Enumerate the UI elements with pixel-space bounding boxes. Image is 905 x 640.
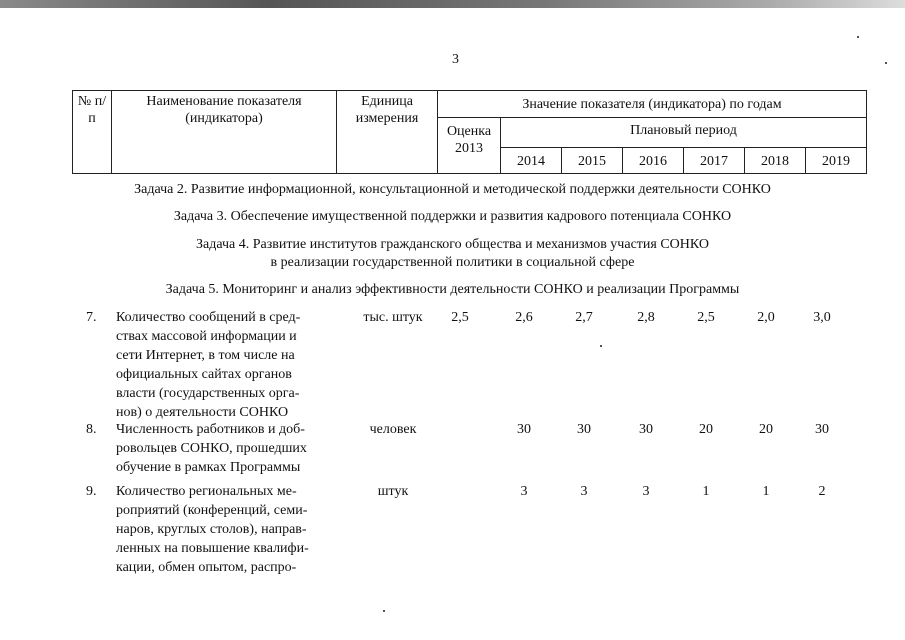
unit-of-measure: тыс. штук bbox=[363, 310, 423, 325]
indicator-name-line: роприятий (конференций, семи- bbox=[116, 503, 308, 518]
value-year: 1 bbox=[702, 484, 710, 499]
indicator-name-line: Количество сообщений в сред- bbox=[116, 310, 301, 325]
indicator-name-line: ствах массовой информации и bbox=[116, 329, 297, 344]
value-year: 2,0 bbox=[757, 310, 775, 325]
col-planned-header: Плановый период bbox=[501, 118, 867, 148]
indicator-name-line: наров, круглых столов), направ- bbox=[116, 522, 307, 537]
col-unit-header: Единица измерения bbox=[337, 91, 438, 174]
year-header: 2015 bbox=[562, 148, 623, 174]
task-heading: Задача 5. Мониторинг и анализ эффективности деятельности СОНКО и реализации Программы bbox=[165, 282, 740, 297]
value-year: 30 bbox=[815, 422, 829, 437]
indicator-name-line: власти (государственных орга- bbox=[116, 386, 300, 401]
task-heading: Задача 3. Обеспечение имущественной поддержки и развития кадрового потенциала СОНКО bbox=[173, 209, 732, 224]
value-year: 20 bbox=[759, 422, 773, 437]
indicator-name-line: кации, обмен опытом, распро- bbox=[116, 560, 297, 575]
task-heading: Задача 2. Развитие информационной, консультационной и методической поддержки деятельности СОНКО bbox=[134, 182, 771, 197]
indicator-name-line: ровольцев СОНКО, прошедших bbox=[116, 441, 307, 456]
table-row bbox=[0, 482, 905, 582]
value-year: 2 bbox=[818, 484, 826, 499]
table-row bbox=[0, 308, 905, 428]
row-number: 7. bbox=[86, 310, 97, 325]
col-values-header: Значение показателя (индикатора) по годам bbox=[438, 91, 867, 118]
value-year: 20 bbox=[699, 422, 713, 437]
indicator-name-line: Численность работников и доб- bbox=[116, 422, 305, 437]
value-year: 30 bbox=[577, 422, 591, 437]
indicator-name bbox=[116, 420, 328, 477]
value-year: 1 bbox=[762, 484, 770, 499]
indicator-name bbox=[116, 482, 328, 577]
unit-of-measure: человек bbox=[369, 422, 417, 437]
indicator-name-line: ленных на повышение квалифи- bbox=[116, 541, 309, 556]
scan-speck bbox=[383, 610, 385, 612]
scan-speck bbox=[857, 36, 859, 38]
col-name-header: Наименование показателя (индикатора) bbox=[112, 91, 337, 174]
value-year: 2,8 bbox=[637, 310, 655, 325]
row-number: 9. bbox=[86, 484, 97, 499]
value-year: 30 bbox=[517, 422, 531, 437]
value-year: 2,6 bbox=[515, 310, 533, 325]
task-heading-continuation: в реализации государственной политики в социальной сфере bbox=[270, 255, 635, 270]
row-number: 8. bbox=[86, 422, 97, 437]
year-header: 2014 bbox=[501, 148, 562, 174]
year-header: 2019 bbox=[806, 148, 867, 174]
scan-edge bbox=[0, 0, 905, 8]
value-year: 3 bbox=[520, 484, 528, 499]
table-row bbox=[0, 420, 905, 480]
indicator-name-line: нов) о деятельности СОНКО bbox=[116, 405, 289, 420]
page-number: 3 bbox=[452, 52, 459, 67]
indicator-name-line: сети Интернет, в том числе на bbox=[116, 348, 295, 363]
indicator-name-line: Количество региональных ме- bbox=[116, 484, 297, 499]
year-header: 2016 bbox=[623, 148, 684, 174]
indicator-name-line: обучение в рамках Программы bbox=[116, 460, 301, 475]
indicator-name bbox=[116, 308, 328, 422]
value-year: 30 bbox=[639, 422, 653, 437]
indicator-table-header bbox=[72, 90, 867, 174]
scan-speck bbox=[885, 62, 887, 64]
value-year: 3 bbox=[642, 484, 650, 499]
task-heading: Задача 4. Развитие институтов гражданского общества и механизмов участия СОНКО bbox=[196, 237, 709, 252]
value-year: 2,5 bbox=[697, 310, 715, 325]
value-estimate: 2,5 bbox=[451, 310, 469, 325]
value-year: 3,0 bbox=[813, 310, 831, 325]
year-header: 2018 bbox=[745, 148, 806, 174]
indicator-name-line: официальных сайтах органов bbox=[116, 367, 292, 382]
unit-of-measure: штук bbox=[377, 484, 409, 499]
value-year: 2,7 bbox=[575, 310, 593, 325]
scan-speck bbox=[600, 345, 602, 347]
year-header: 2017 bbox=[684, 148, 745, 174]
col-estimate-header: Оценка 2013 bbox=[438, 118, 501, 174]
col-num-header: № п/п bbox=[73, 91, 112, 174]
value-year: 3 bbox=[580, 484, 588, 499]
